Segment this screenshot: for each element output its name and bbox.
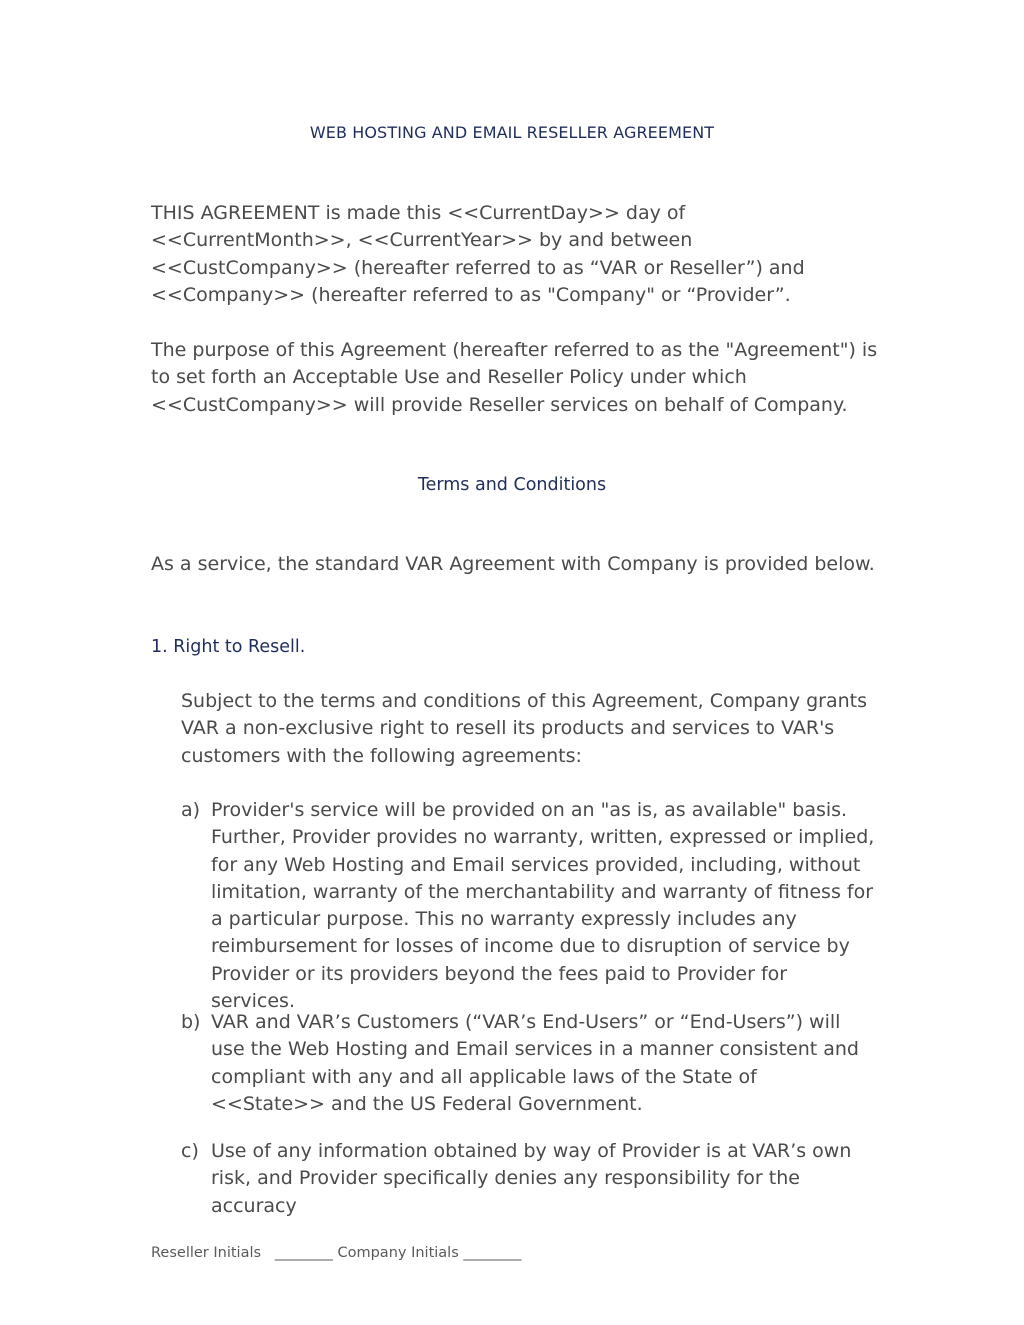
list-item xyxy=(181,1138,881,1217)
list-item-text: VAR and VAR’s Customers (“VAR’s End-Users” or “End-Users”) will use the Web Hosting and Email services in a manner consistent and compliant with any and all applicable laws of the State of <<State>> and the US Federal Government. xyxy=(211,1011,859,1115)
section-1-heading: 1. Right to Resell. xyxy=(151,637,306,657)
list-item-text: Use of any information obtained by way of Provider is at VAR’s own risk, and Provider specifically denies any responsibility for the accuracy xyxy=(211,1140,852,1217)
list-marker: b) xyxy=(181,1011,201,1033)
terms-intro: As a service, the standard VAR Agreement with Company is provided below. xyxy=(151,553,875,575)
purpose-paragraph: The purpose of this Agreement (hereafter referred to as the "Agreement") is to set forth an Acceptable Use and Reseller Policy under which <<CustCompany>> will provide Reseller services on behalf of Company. xyxy=(151,339,878,416)
section-1-body: Subject to the terms and conditions of this Agreement, Company grants VAR a non-exclusive right to resell its products and services to VAR's customers with the following agreements: xyxy=(181,690,868,767)
list-marker: c) xyxy=(181,1140,199,1162)
list-item-text: Provider's service will be provided on an "as is, as available" basis. Further, Provider provides no warranty, written, expressed or implied, for any Web Hosting and Email services provided, including, without limitation, warranty of the merchantability and warranty of fitness for a particular purpose. This no warranty expressly includes any reimbursement for losses of income due to disruption of service by Provider or its providers beyond the fees paid to Provider for services. xyxy=(211,799,875,1013)
document-title: WEB HOSTING AND EMAIL RESELLER AGREEMENT xyxy=(309,123,715,142)
intro-paragraph: THIS AGREEMENT is made this <<CurrentDay>> day of <<CurrentMonth>>, <<CurrentYear>> by and between <<CustCompany>> (hereafter referred to as “VAR or Reseller”) and <<Company>> (hereafter referred to as "Company" or “Provider”. xyxy=(151,202,805,306)
terms-heading: Terms and Conditions xyxy=(417,475,607,495)
initials-footer: Reseller Initials ________ Company Initials ________ xyxy=(151,1245,522,1261)
list-marker: a) xyxy=(181,799,201,821)
